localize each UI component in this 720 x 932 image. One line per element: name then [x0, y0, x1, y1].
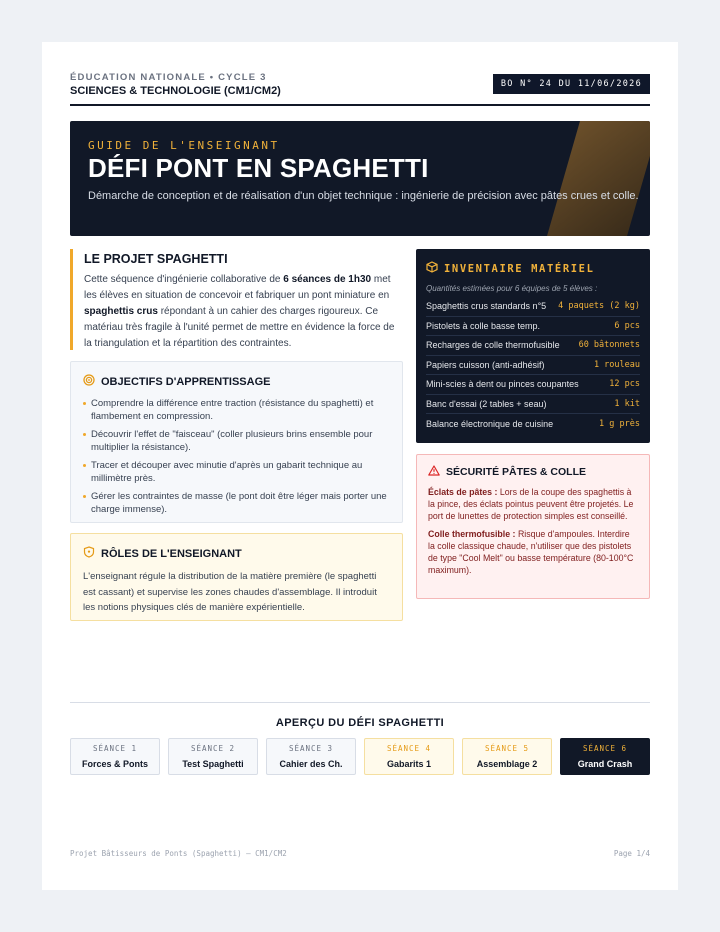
safety-label: Colle thermofusible :	[428, 529, 516, 539]
bulletin-badge: BO N° 24 DU 11/06/2026	[493, 74, 650, 94]
safety-heading	[428, 465, 638, 479]
session-number: SÉANCE 4	[386, 744, 432, 753]
hero-title: DÉFI PONT EN SPAGHETTI	[88, 153, 429, 183]
objectives-heading	[83, 374, 390, 389]
project-text	[84, 272, 403, 352]
item-label: Papiers cuisson (anti-adhésif)	[426, 359, 545, 370]
item-label: Spaghettis crus standards n°5	[426, 301, 547, 312]
item-quantity: 6 pcs	[614, 320, 640, 331]
session-number: SÉANCE 5	[484, 744, 530, 753]
list-item: Tracer et découper avec minutie d'après un gabarit technique au millimètre près.	[83, 459, 390, 485]
hero-description: Démarche de conception et de réalisation d'un objet technique : ingénierie de précision avec pâtes crues et colle.	[88, 190, 639, 202]
item-quantity: 12 pcs	[609, 379, 640, 390]
session-number: SÉANCE 6	[582, 744, 628, 753]
warning-icon	[428, 465, 440, 479]
session-card-1	[70, 738, 160, 775]
document-page	[42, 42, 678, 890]
list-item	[426, 297, 640, 317]
overview-title: APERÇU DU DÉFI SPAGHETTI	[275, 717, 445, 729]
session-card-4	[364, 738, 454, 775]
safety-paragraph-pasta	[428, 486, 638, 522]
project-text-part: met les élèves en situation de concevoir et fabriquer un pont miniature en	[84, 274, 391, 301]
list-item: Découvrir l'effet de "faisceau" (coller plusieurs brins ensemble pour multiplier la résistance).	[83, 428, 390, 454]
inventory-list	[426, 297, 640, 434]
list-item: Gérer les contraintes de masse (le pont doit être léger mais porter une charge immense).	[83, 490, 390, 516]
roles-heading	[83, 546, 390, 561]
shield-icon	[83, 546, 95, 561]
project-text-part: répondant à un cahier des charges rigoureux. Ce matériau très fragile à l'unité permet de mettre en évidence la force de la triangulation et la répartition des contraintes.	[84, 306, 395, 349]
item-quantity: 1 g près	[599, 418, 640, 429]
safety-label: Éclats de pâtes :	[428, 487, 498, 497]
teacher-roles-box	[70, 533, 403, 621]
item-label: Banc d'essai (2 tables + seau)	[426, 398, 547, 409]
objectives-title: OBJECTIFS D'APPRENTISSAGE	[101, 375, 271, 388]
header-kicker: ÉDUCATION NATIONALE • CYCLE 3	[70, 72, 267, 83]
session-card-3	[266, 738, 356, 775]
item-label: Balance électronique de cuisine	[426, 418, 554, 429]
session-label: Forces & Ponts	[81, 759, 148, 769]
session-number: SÉANCE 2	[190, 744, 236, 753]
item-label: Pistolets à colle basse temp.	[426, 320, 541, 331]
safety-text: Risque d'ampoules. Interdire la colle classique chaude, n'utiliser que des pistolets de type "Cool Melt" ou basse température (80-100°C maximum).	[428, 529, 634, 575]
item-quantity: 1 rouleau	[593, 359, 640, 370]
footer-project-name: Projet Bâtisseurs de Ponts (Spaghetti) — CM1/CM2	[70, 849, 287, 858]
list-item	[426, 375, 640, 395]
list-item	[426, 414, 640, 434]
roles-text: L'enseignant régule la distribution de la matière première (le spaghetti est cassant) et supervise les zones chaudes d'assemblage. Il introduit les notions physiques clés de manière expérientielle.	[83, 571, 377, 613]
roles-title: RÔLES DE L'ENSEIGNANT	[101, 547, 242, 560]
page-number: Page 1/4	[613, 849, 650, 858]
list-item	[426, 317, 640, 337]
objectives-box	[70, 361, 403, 523]
safety-text: Lors de la coupe des spaghettis à la pince, des éclats pointus peuvent être projetés. Le port de lunettes de protection simples est conseillé.	[428, 487, 634, 521]
project-material-highlight: spaghettis crus	[84, 306, 158, 317]
session-label: Gabarits 1	[386, 759, 432, 769]
list-item	[426, 336, 640, 356]
session-card-2	[168, 738, 258, 775]
inventory-heading	[426, 261, 640, 276]
project-text-part: Cette séquence d'ingénierie collaborative de	[84, 274, 284, 285]
page-footer	[70, 849, 650, 858]
safety-box	[416, 454, 650, 599]
inventory-panel	[416, 249, 650, 443]
target-icon	[83, 374, 95, 389]
header-subtitle: SCIENCES & TECHNOLOGIE (CM1/CM2)	[70, 85, 281, 97]
session-card-5	[462, 738, 552, 775]
item-quantity: 4 paquets (2 kg)	[558, 301, 640, 312]
inventory-note: Quantités estimées pour 6 équipes de 5 élèves :	[426, 284, 598, 293]
inventory-title: INVENTAIRE MATÉRIEL	[444, 262, 595, 275]
session-label: Grand Crash	[577, 759, 633, 769]
sessions-overview	[70, 738, 650, 775]
item-label: Mini-scies à dent ou pinces coupantes	[426, 379, 579, 390]
session-label: Assemblage 2	[476, 759, 538, 769]
project-section	[70, 249, 403, 350]
hero-kicker: GUIDE DE L'ENSEIGNANT	[88, 139, 280, 152]
session-label: Cahier des Ch.	[279, 759, 343, 769]
objectives-list	[83, 397, 390, 516]
list-item	[426, 395, 640, 415]
project-sessions-highlight: 6 séances de 1h30	[283, 274, 372, 285]
document-header	[70, 70, 650, 106]
session-number: SÉANCE 1	[92, 744, 138, 753]
header-divider	[70, 104, 650, 106]
box-icon	[426, 261, 438, 276]
project-title: LE PROJET SPAGHETTI	[84, 252, 228, 266]
session-number: SÉANCE 3	[288, 744, 334, 753]
item-quantity: 60 bâtonnets	[578, 340, 640, 351]
hero-banner	[70, 121, 650, 236]
item-quantity: 1 kit	[614, 398, 640, 409]
session-card-6	[560, 738, 650, 775]
item-label: Recharges de colle thermofusible	[426, 340, 560, 351]
list-item: Comprendre la différence entre traction (résistance du spaghetti) et flambement en compression.	[83, 397, 390, 423]
overview-divider	[70, 702, 650, 703]
safety-title: SÉCURITÉ PÂTES & COLLE	[446, 466, 587, 478]
session-label: Test Spaghetti	[182, 759, 244, 769]
hero-decoration	[547, 121, 650, 236]
list-item	[426, 356, 640, 376]
safety-paragraph-glue	[428, 528, 638, 576]
